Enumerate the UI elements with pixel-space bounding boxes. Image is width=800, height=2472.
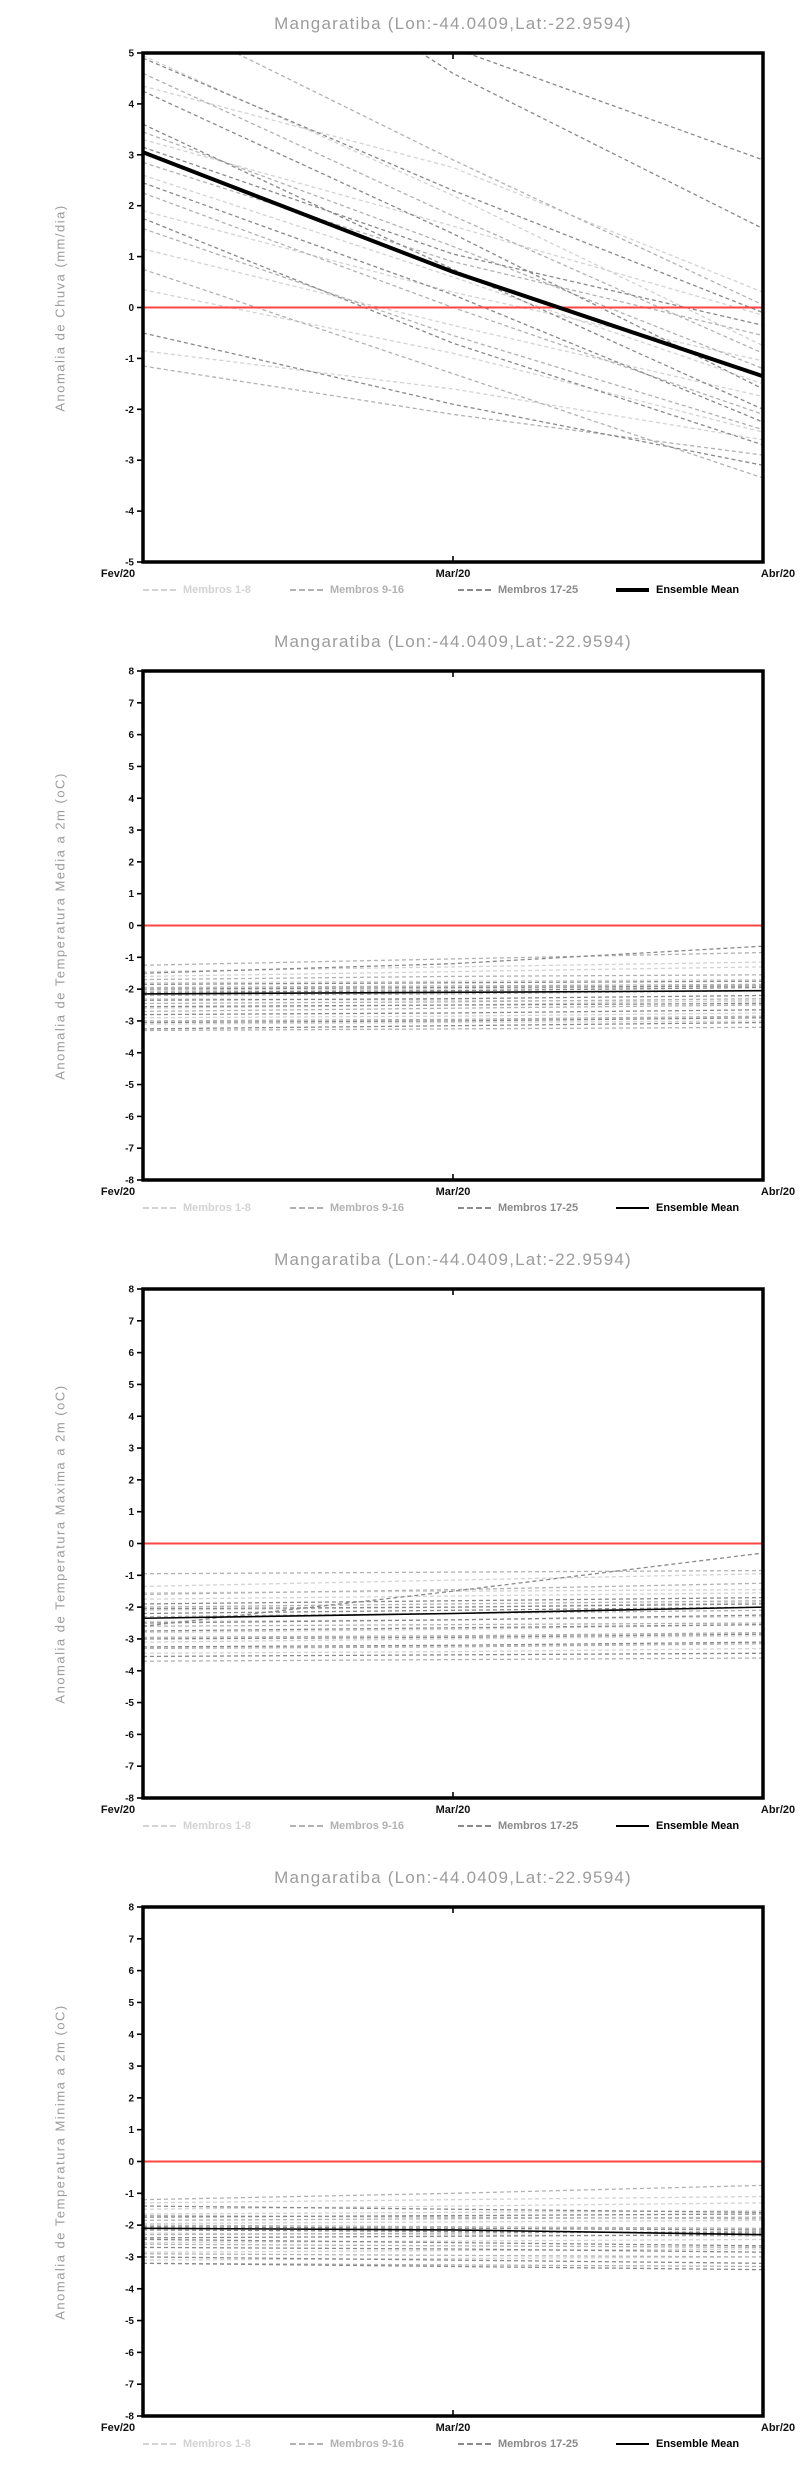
- y-tick-label: 8: [128, 666, 134, 678]
- y-tick-label: 1: [128, 2125, 134, 2137]
- y-tick-label: -1: [125, 2188, 134, 2200]
- member-line: [143, 211, 763, 361]
- chart-block-temp-media: [0, 618, 800, 1236]
- chart-canvas-temp-media: [0, 618, 800, 1236]
- x-tick-label: Abr/20: [760, 2422, 796, 2434]
- y-tick-label: -7: [125, 1143, 134, 1155]
- y-tick-label: -5: [125, 2316, 134, 2328]
- chart-title: Mangaratiba (Lon:-44.0409,Lat:-22.9594): [274, 632, 632, 651]
- legend-label: Membros 9-16: [330, 584, 404, 596]
- legend-label: Membros 1-8: [183, 2438, 251, 2450]
- member-line: [143, 290, 763, 433]
- member-line: [143, 1648, 763, 1653]
- y-tick-label: -3: [125, 455, 134, 467]
- y-tick-label: 3: [128, 2061, 134, 2073]
- x-tick-label: Mar/20: [435, 2422, 471, 2434]
- y-tick-label: 2: [128, 201, 134, 213]
- legend-label: Membros 1-8: [183, 1820, 251, 1832]
- y-tick-label: -7: [125, 2379, 134, 2391]
- y-tick-label: 5: [128, 761, 134, 773]
- y-tick-label: 0: [128, 921, 134, 932]
- y-tick-label: 7: [128, 1316, 134, 1328]
- y-tick-label: -7: [125, 1761, 134, 1773]
- chart-block-temp-maxima: [0, 1236, 800, 1854]
- y-tick-label: -5: [125, 557, 134, 569]
- y-tick-label: 0: [128, 2157, 134, 2168]
- y-tick-label: 5: [128, 48, 134, 60]
- y-tick-label: 3: [128, 1443, 134, 1455]
- y-tick-label: -4: [125, 1666, 134, 1678]
- y-tick-label: -8: [125, 1175, 134, 1187]
- member-line: [143, 1658, 763, 1661]
- x-tick-label: Abr/20: [760, 1804, 796, 1816]
- member-line: [143, 1653, 763, 1656]
- y-tick-label: 4: [128, 793, 134, 805]
- y-tick-label: -4: [125, 1048, 134, 1060]
- x-tick-label: Fev/20: [100, 1186, 136, 1198]
- y-tick-label: -1: [125, 952, 134, 964]
- y-tick-label: -1: [125, 1570, 134, 1582]
- y-tick-label: 6: [128, 1966, 134, 1978]
- legend-label: Membros 9-16: [330, 1820, 404, 1832]
- y-tick-label: 0: [128, 1539, 134, 1550]
- y-tick-label: -2: [125, 1602, 134, 1614]
- y-tick-label: 2: [128, 1475, 134, 1487]
- legend-label: Membros 1-8: [183, 1202, 251, 1214]
- chart-canvas-chuva: [0, 0, 800, 618]
- member-line: [143, 2203, 763, 2209]
- legend-label: Ensemble Mean: [656, 1202, 740, 1214]
- legend-label: Membros 1-8: [183, 584, 251, 596]
- y-tick-label: -4: [125, 2284, 134, 2296]
- member-line: [143, 0, 763, 229]
- y-tick-label: 3: [128, 150, 134, 162]
- y-tick-label: 8: [128, 1284, 134, 1296]
- y-tick-label: -2: [125, 2220, 134, 2232]
- y-tick-label: 6: [128, 730, 134, 742]
- member-line: [143, 124, 763, 409]
- y-tick-label: -5: [125, 1698, 134, 1710]
- y-tick-label: -3: [125, 2252, 134, 2264]
- legend-label: Membros 17-25: [498, 2438, 579, 2450]
- member-line: [143, 366, 763, 455]
- member-line: [143, 183, 763, 422]
- legend-label: Membros 17-25: [498, 584, 579, 596]
- y-tick-label: -8: [125, 1793, 134, 1805]
- member-line: [143, 73, 763, 353]
- y-tick-label: 6: [128, 1348, 134, 1360]
- member-line: [143, 2220, 763, 2223]
- y-tick-label: 0: [128, 303, 134, 314]
- y-tick-label: -6: [125, 1729, 134, 1741]
- y-tick-label: -8: [125, 2411, 134, 2423]
- y-tick-label: 5: [128, 1379, 134, 1391]
- chart-canvas-temp-minima: [0, 1854, 800, 2472]
- y-tick-label: 8: [128, 1902, 134, 1914]
- y-tick-label: 7: [128, 698, 134, 710]
- x-tick-label: Fev/20: [100, 568, 136, 580]
- y-tick-label: 5: [128, 1997, 134, 2009]
- chart-block-temp-minima: [0, 1854, 800, 2472]
- y-tick-label: 1: [128, 889, 134, 901]
- y-tick-label: 7: [128, 1934, 134, 1946]
- member-line: [143, 58, 763, 313]
- y-axis-label: Anomalia de Temperatura Minima a 2m (oC): [52, 2004, 68, 2320]
- y-tick-label: -2: [125, 984, 134, 996]
- y-tick-label: -1: [125, 353, 134, 365]
- y-tick-label: 4: [128, 1411, 134, 1423]
- y-tick-label: 4: [128, 99, 134, 111]
- x-tick-label: Abr/20: [760, 568, 796, 580]
- y-tick-label: -6: [125, 1111, 134, 1123]
- member-line: [143, 1571, 763, 1574]
- member-line: [143, 56, 763, 346]
- chart-block-chuva: [0, 0, 800, 618]
- y-tick-label: 3: [128, 825, 134, 837]
- member-line: [143, 2206, 763, 2212]
- member-line: [143, 132, 763, 369]
- member-line: [143, 229, 763, 430]
- legend-label: Membros 9-16: [330, 2438, 404, 2450]
- y-tick-label: -4: [125, 506, 134, 518]
- y-tick-label: -5: [125, 1080, 134, 1092]
- y-tick-label: 1: [128, 252, 134, 264]
- chart-title: Mangaratiba (Lon:-44.0409,Lat:-22.9594): [274, 1250, 632, 1269]
- x-tick-label: Mar/20: [435, 1804, 471, 1816]
- legend-label: Membros 9-16: [330, 1202, 404, 1214]
- legend-label: Membros 17-25: [498, 1820, 579, 1832]
- chart-canvas-temp-maxima: [0, 1236, 800, 1854]
- member-line: [143, 946, 763, 973]
- y-tick-label: -3: [125, 1634, 134, 1646]
- x-tick-label: Mar/20: [435, 568, 471, 580]
- x-tick-label: Fev/20: [100, 1804, 136, 1816]
- x-tick-label: Fev/20: [100, 2422, 136, 2434]
- x-tick-label: Abr/20: [760, 1186, 796, 1198]
- legend-label: Ensemble Mean: [656, 584, 740, 596]
- legend-label: Membros 17-25: [498, 1202, 579, 1214]
- legend-label: Ensemble Mean: [656, 1820, 740, 1832]
- y-tick-label: 2: [128, 857, 134, 869]
- y-tick-label: 1: [128, 1507, 134, 1519]
- member-line: [143, 351, 763, 440]
- x-tick-label: Mar/20: [435, 1186, 471, 1198]
- y-tick-label: 4: [128, 2029, 134, 2041]
- y-tick-label: -2: [125, 404, 134, 416]
- legend-label: Ensemble Mean: [656, 2438, 740, 2450]
- y-tick-label: 2: [128, 2093, 134, 2105]
- chart-title: Mangaratiba (Lon:-44.0409,Lat:-22.9594): [274, 14, 632, 33]
- member-line: [143, 147, 763, 325]
- member-line: [143, 175, 763, 384]
- y-tick-label: -3: [125, 1016, 134, 1028]
- member-line: [143, 2254, 763, 2257]
- y-axis-label: Anomalia de Temperatura Maxima a 2m (oC): [52, 1384, 68, 1704]
- chart-title: Mangaratiba (Lon:-44.0409,Lat:-22.9594): [274, 1868, 632, 1887]
- y-tick-label: -6: [125, 2347, 134, 2359]
- y-axis-label: Anomalia de Temperatura Media a 2m (oC): [52, 772, 68, 1080]
- y-axis-label: Anomalia de Chuva (mm/dia): [52, 204, 68, 412]
